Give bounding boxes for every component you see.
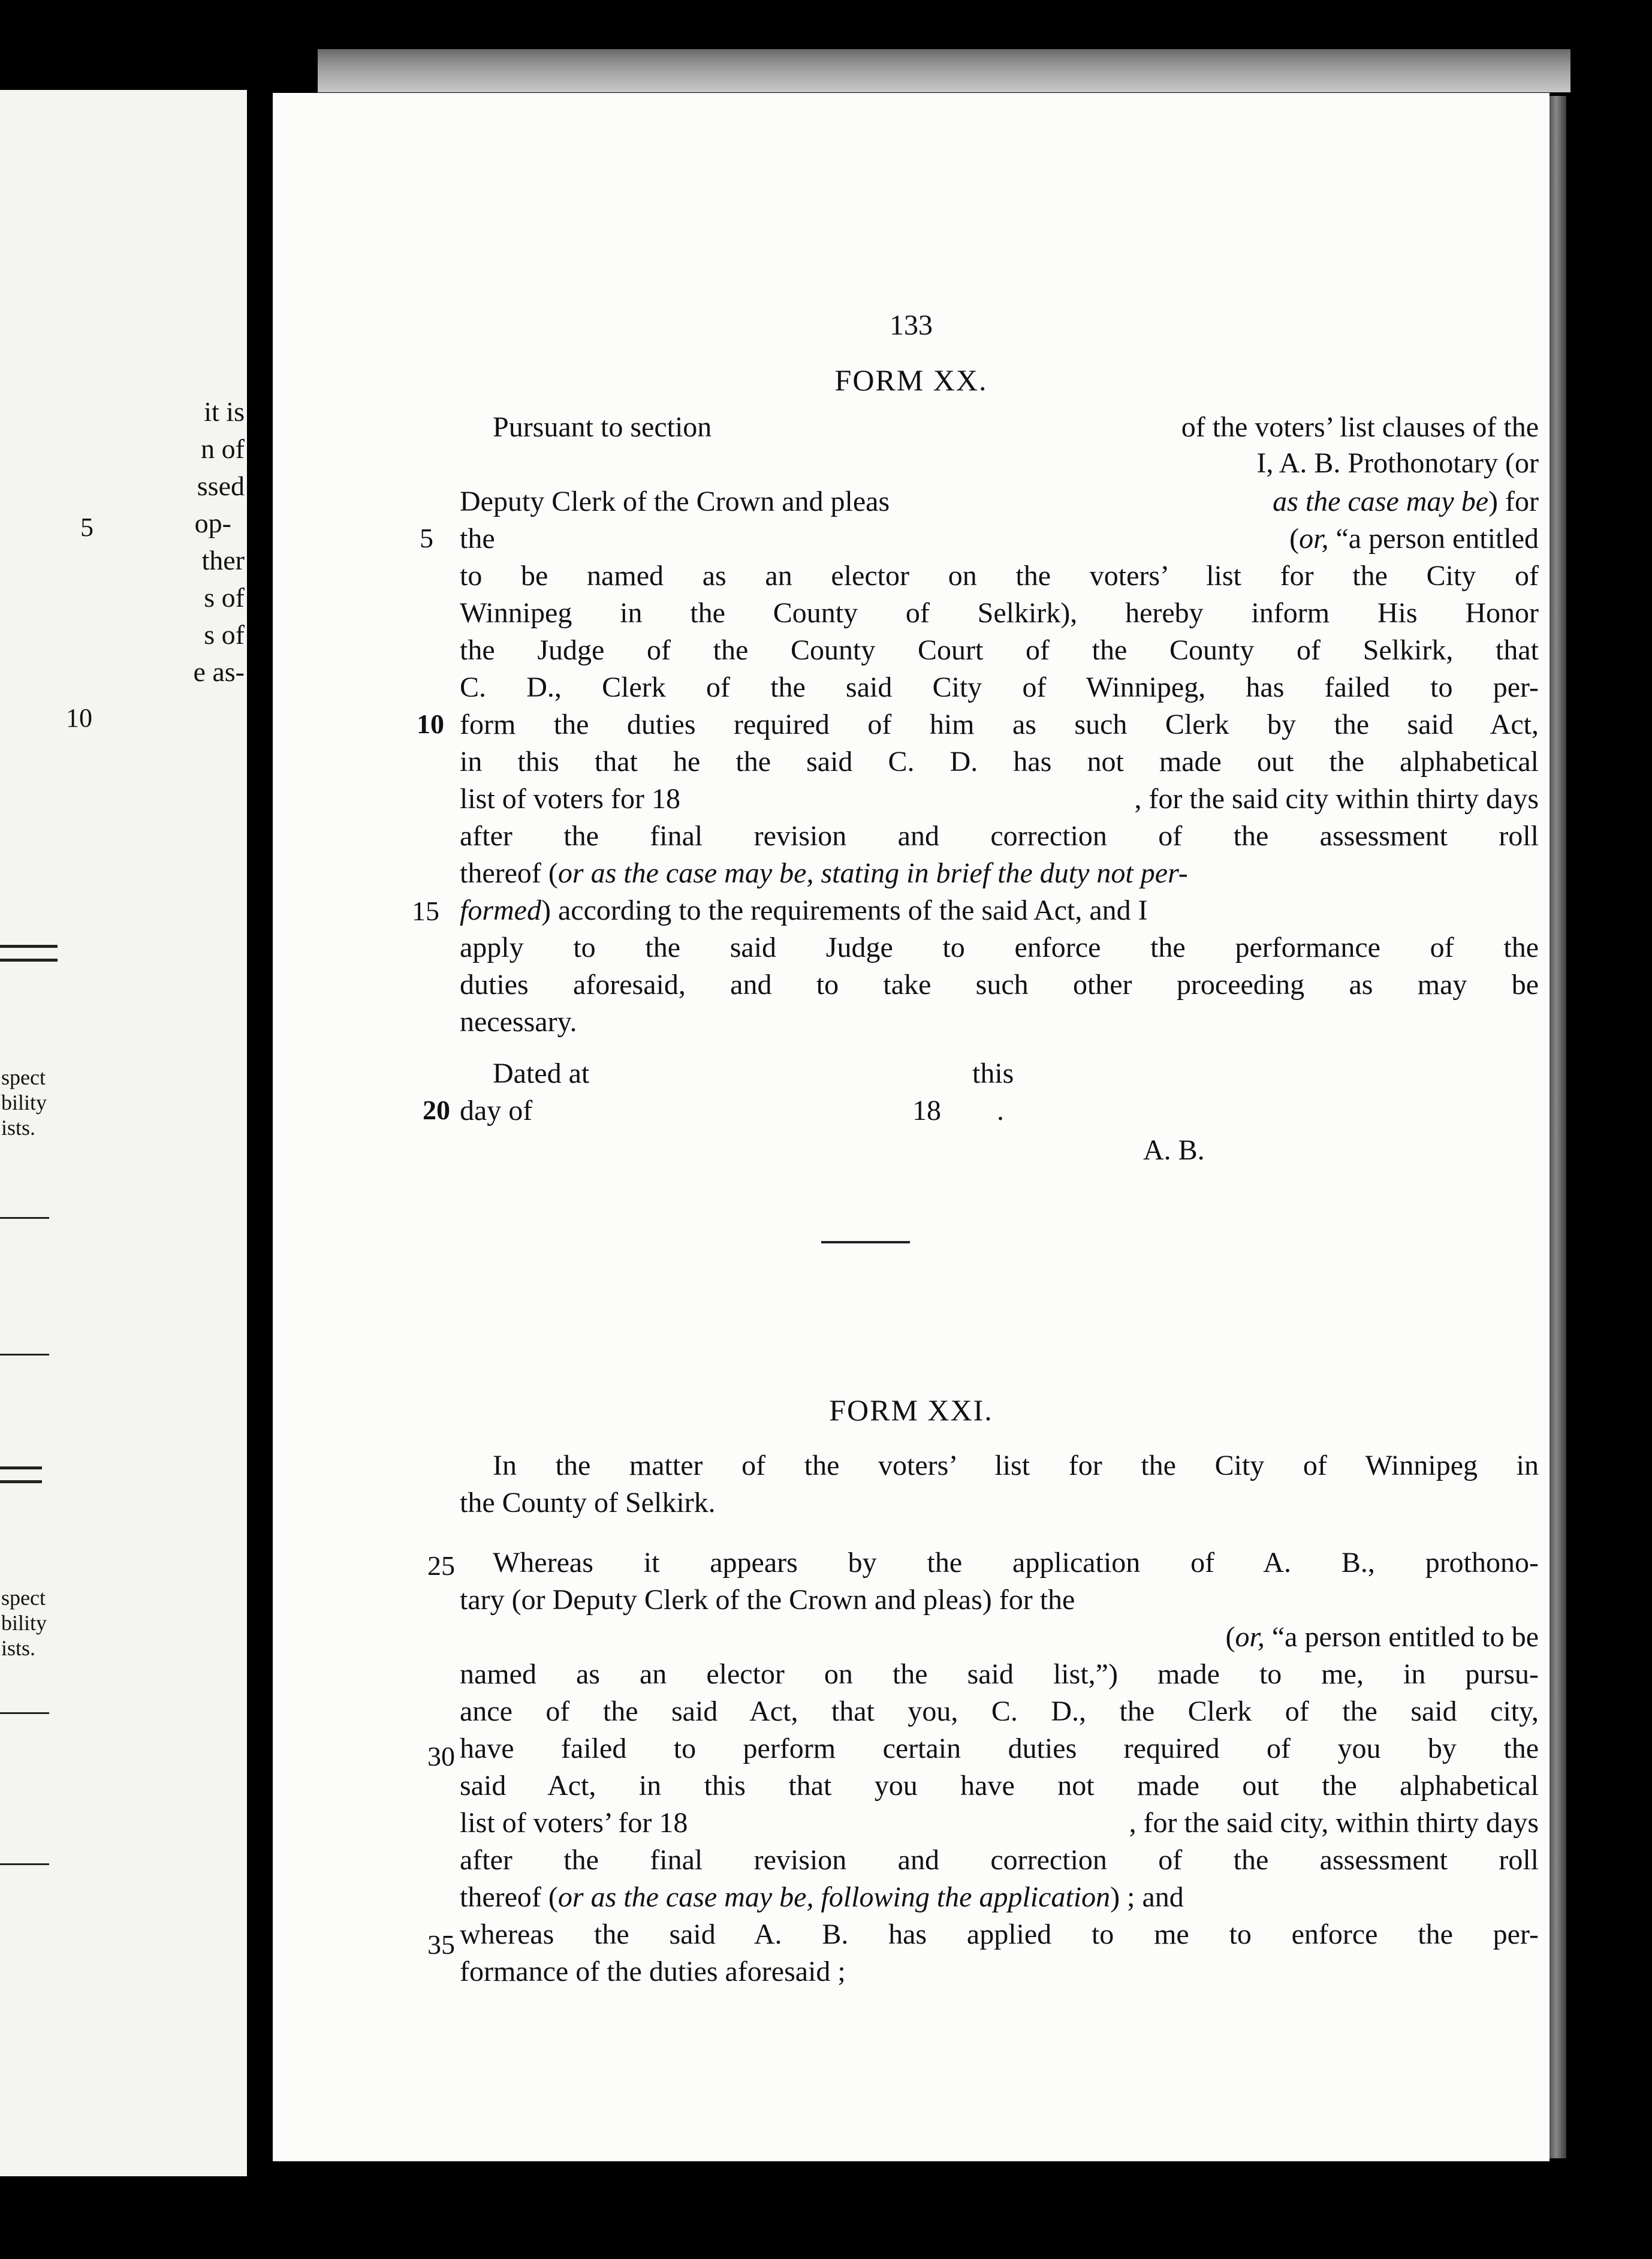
form-xxi-line-1: In the matter of the voters’ list for the City of Winnipeg in (493, 1450, 1539, 1481)
document-page (273, 93, 1549, 2161)
left-text-fragment: n of (201, 433, 245, 464)
left-line-number: 10 (66, 703, 92, 733)
form-xx-line-7: the Judge of the County Court of the County of Selkirk, that (460, 634, 1539, 666)
left-text-fragment: s of (204, 619, 245, 650)
form-xx-line-15: apply to the said Judge to enforce the performance of the (460, 932, 1539, 963)
form-xxi-line-14: formance of the duties aforesaid ; (460, 1956, 846, 1987)
signature-line (460, 1132, 1539, 1168)
left-page (0, 90, 247, 2176)
text-segment: of the voters’ list clauses of the (1181, 411, 1539, 443)
margin-note-line: spect (1, 1586, 46, 1610)
italic-text: or, (1235, 1621, 1265, 1653)
margin-note-line: bility (1, 1091, 47, 1115)
signature: A. B. (1143, 1134, 1205, 1166)
left-text-fragment: s of (204, 582, 245, 613)
italic-text: as the case may be (1273, 486, 1489, 517)
section-separator (821, 1241, 910, 1243)
text-segment: the (460, 523, 495, 555)
text-segment: Pursuant to section (493, 411, 712, 443)
text-segment: day of (460, 1095, 533, 1127)
form-xx-line-12: after the final revision and correction of the assessment roll (460, 820, 1539, 852)
form-xxi-line-8: have failed to perform certain duties required of you by the (460, 1733, 1539, 1764)
text-segment: “a person entitled to be (1271, 1621, 1539, 1653)
line-number: 25 (427, 1550, 455, 1581)
text-segment: ) ; and (1110, 1881, 1184, 1913)
form-xx-line-11 (460, 781, 1539, 817)
text-segment: Deputy Clerk of the Crown and pleas (460, 486, 890, 517)
text-segment: Dated at (493, 1058, 590, 1089)
text-segment: I, A. B. Prothonotary (or (1256, 447, 1539, 479)
rule (0, 1354, 49, 1356)
left-text-fragment: ssed (197, 471, 245, 501)
form-xx-line-3 (460, 484, 1539, 520)
text-segment: 18 (912, 1095, 941, 1127)
text-segment: thereof ( (460, 857, 558, 889)
text-segment: “a person entitled (1336, 523, 1539, 555)
form-xxi-line-11: after the final revision and correction of the assessment roll (460, 1844, 1539, 1876)
margin-note-line: ists. (1, 1636, 36, 1660)
margin-note-line: ists. (1, 1116, 36, 1140)
left-text-fragment: ther (201, 545, 245, 576)
italic-text: formed (460, 894, 541, 926)
rule (0, 1863, 49, 1865)
text-segment: thereof ( (460, 1881, 558, 1913)
text-segment: ) for (1488, 486, 1539, 517)
text-segment: ) according to the requirements of the said Act, and I (541, 894, 1148, 926)
left-text-fragment: it is (204, 396, 245, 427)
form-xxi-line-2: the County of Selkirk. (460, 1487, 716, 1519)
book-page-edge (1549, 96, 1566, 2158)
form-xx-line-5: to be named as an elector on the voters’ list for the City of (460, 560, 1539, 592)
form-xx-line-1 (460, 409, 1539, 445)
line-number: 10 (417, 709, 444, 739)
form-xx-line-17: necessary. (460, 1006, 577, 1038)
form-xxi-line-6: named as an elector on the said list,”) made to me, in pursu- (460, 1658, 1539, 1690)
day-of-line (460, 1093, 1539, 1129)
form-xx-line-9: form the duties required of him as such Clerk by the said Act, (460, 709, 1539, 740)
dated-line (460, 1056, 1539, 1092)
rule (0, 1712, 49, 1714)
italic-text: or, (1299, 523, 1329, 555)
form-xxi-line-3: Whereas it appears by the application of A. B., prothono- (493, 1547, 1539, 1579)
form-xx-line-10: in this that he the said C. D. has not made out the alphabetical (460, 746, 1539, 778)
line-number: 20 (423, 1095, 450, 1125)
text-segment: list of voters for 18 (460, 783, 680, 815)
form-xx-line-14 (460, 893, 1539, 929)
form-xx-line-6: Winnipeg in the County of Selkirk), hereby inform His Honor (460, 597, 1539, 629)
double-rule (0, 1466, 42, 1483)
left-text-fragment: e as- (193, 656, 245, 687)
form-xxi-line-5: (or, “a person entitled to be (1225, 1621, 1539, 1653)
form-xx-line-16: duties aforesaid, and to take such other proceeding as may be (460, 969, 1539, 1001)
form-xx-title: FORM XX. (834, 363, 988, 397)
form-xxi-title: FORM XXI. (829, 1393, 993, 1427)
line-number: 15 (412, 896, 439, 926)
text-segment: , for the said city within thirty days (1134, 783, 1539, 815)
form-xxi-line-9: said Act, in this that you have not made out the alphabetical (460, 1770, 1539, 1802)
line-number: 35 (427, 1929, 455, 1960)
text-segment: list of voters’ for 18 (460, 1807, 688, 1839)
line-number: 30 (427, 1741, 455, 1772)
left-line-number: 5 (80, 513, 94, 542)
book-top-edge (318, 49, 1570, 92)
text-segment: , for the said city, within thirty days (1129, 1807, 1539, 1839)
double-rule (0, 945, 58, 962)
form-xxi-line-4: tary (or Deputy Clerk of the Crown and pleas) for the (460, 1584, 1075, 1616)
left-text-fragment: op- (194, 508, 231, 538)
text-segment: this (972, 1058, 1014, 1089)
form-xx-line-2 (460, 445, 1539, 481)
page-number: 133 (890, 309, 933, 341)
italic-text: or as the case may be, following the application (557, 1881, 1111, 1913)
form-xxi-line-10 (460, 1805, 1539, 1841)
form-xx-line-13 (460, 856, 1539, 891)
form-xxi-line-7: ance of the said Act, that you, C. D., the Clerk of the said city, (460, 1695, 1539, 1727)
italic-text: or as the case may be, stating in brief the duty not per- (557, 857, 1188, 889)
form-xxi-line-13: whereas the said A. B. has applied to me to enforce the per- (460, 1918, 1539, 1950)
margin-note-line: bility (1, 1611, 47, 1635)
form-xx-line-8: C. D., Clerk of the said City of Winnipeg, has failed to per- (460, 671, 1539, 703)
rule (0, 1217, 49, 1219)
text-segment: . (997, 1095, 1004, 1127)
form-xxi-line-12 (460, 1880, 1539, 1915)
form-xx-line-4: the (or, “a person entitled (460, 521, 1539, 557)
line-number: 5 (420, 523, 433, 553)
margin-note-line: spect (1, 1065, 46, 1089)
